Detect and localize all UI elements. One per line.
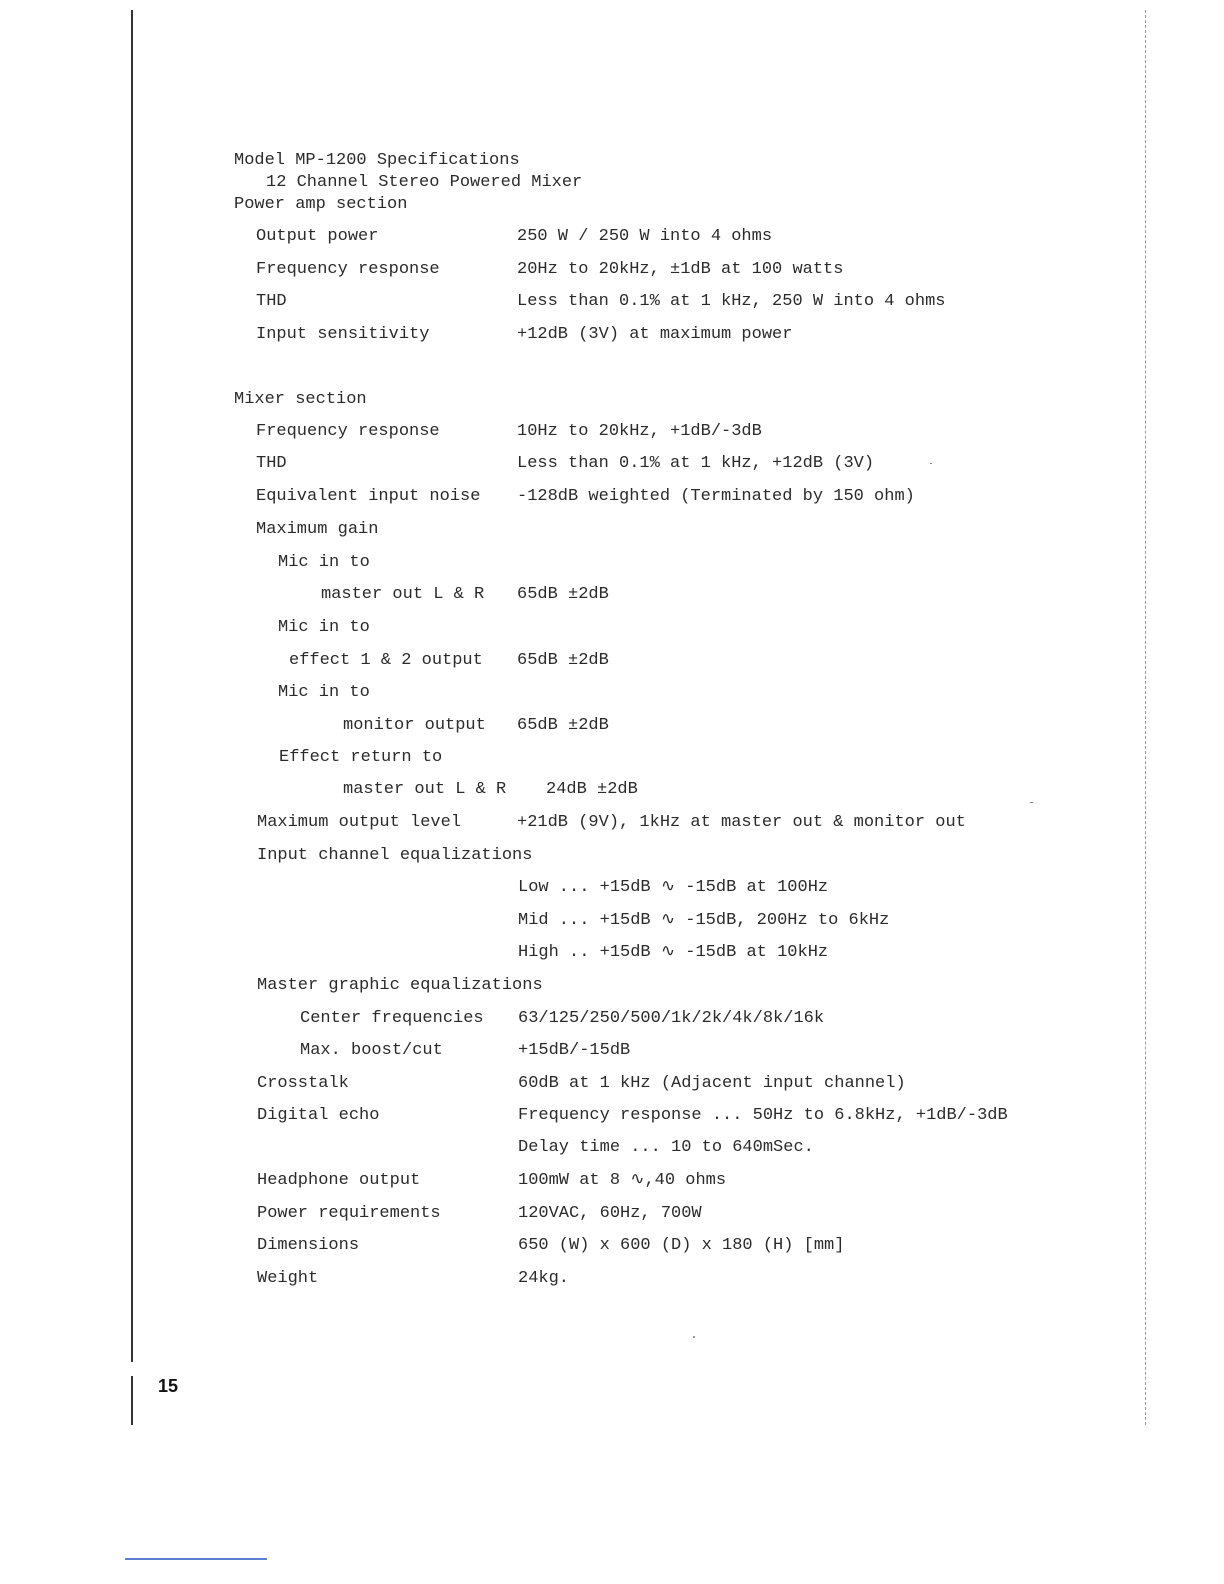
spec-value-max-boost-cut: +15dB/-15dB <box>518 1041 631 1060</box>
spec-value-eq-high: High .. +15dB ∿ -15dB at 10kHz <box>518 943 829 962</box>
spec-value-dimensions: 650 (W) x 600 (D) x 180 (H) [mm] <box>518 1236 845 1255</box>
spec-label-input-sensitivity: Input sensitivity <box>256 325 430 344</box>
spec-value-echo-frequency: Frequency response ... 50Hz to 6.8kHz, +1dB/-3dB <box>518 1106 1008 1125</box>
spec-label-input-eq: Input channel equalizations <box>257 846 533 865</box>
spec-label-equivalent-input-noise: Equivalent input noise <box>256 487 481 506</box>
spec-label-master-out: master out L & R <box>321 585 485 604</box>
scan-speck <box>1030 802 1033 803</box>
power-amp-heading: Power amp section <box>234 195 408 214</box>
spec-sublabel-mic-in-3: Mic in to <box>278 683 370 702</box>
spec-label-effect-output: effect 1 & 2 output <box>289 651 483 670</box>
spec-sublabel-effect-return: Effect return to <box>279 748 443 767</box>
spec-value-headphone-output: 100mW at 8 ∿,40 ohms <box>518 1171 727 1190</box>
spec-value-monitor-output: 65dB ±2dB <box>517 716 609 735</box>
spec-value-echo-delay: Delay time ... 10 to 640mSec. <box>518 1138 814 1157</box>
spec-label-master-geq: Master graphic equalizations <box>257 976 543 995</box>
left-margin-rule <box>131 10 133 1425</box>
spec-sublabel-mic-in-1: Mic in to <box>278 553 370 572</box>
spec-value-crosstalk: 60dB at 1 kHz (Adjacent input channel) <box>518 1074 906 1093</box>
spec-value-weight: 24kg. <box>518 1269 570 1288</box>
spec-value-mixer-frequency: 10Hz to 20kHz, +1dB/-3dB <box>517 422 762 441</box>
spec-label-effect-master-out: master out L & R <box>343 780 507 799</box>
spec-label-digital-echo: Digital echo <box>257 1106 380 1125</box>
spec-label-output-power: Output power <box>256 227 379 246</box>
spec-label-weight: Weight <box>257 1269 319 1288</box>
document-subtitle: 12 Channel Stereo Powered Mixer <box>266 173 583 192</box>
spec-value-effect-output: 65dB ±2dB <box>517 651 609 670</box>
spec-value-eq-low: Low ... +15dB ∿ -15dB at 100Hz <box>518 878 829 897</box>
spec-label-mixer-frequency: Frequency response <box>256 422 440 441</box>
mixer-heading: Mixer section <box>234 390 367 409</box>
spec-value-max-output-level: +21dB (9V), 1kHz at master out & monitor out <box>517 813 966 832</box>
scan-speck <box>693 1336 695 1338</box>
spec-label-headphone-output: Headphone output <box>257 1171 421 1190</box>
spec-label-max-boost-cut: Max. boost/cut <box>300 1041 443 1060</box>
footer-line <box>125 1558 267 1560</box>
spec-value-power-requirements: 120VAC, 60Hz, 700W <box>518 1204 702 1223</box>
spec-label-mixer-thd: THD <box>256 454 287 473</box>
spec-value-frequency-response: 20Hz to 20kHz, ±1dB at 100 watts <box>517 260 844 279</box>
spec-value-input-sensitivity: +12dB (3V) at maximum power <box>517 325 793 344</box>
spec-value-master-out: 65dB ±2dB <box>517 585 609 604</box>
spec-label-dimensions: Dimensions <box>257 1236 360 1255</box>
spec-label-power-requirements: Power requirements <box>257 1204 441 1223</box>
spec-label-max-output-level: Maximum output level <box>257 813 462 832</box>
spec-label-frequency-response: Frequency response <box>256 260 440 279</box>
spec-label-maximum-gain: Maximum gain <box>256 520 379 539</box>
spec-label-monitor-output: monitor output <box>343 716 486 735</box>
spec-value-eq-mid: Mid ... +15dB ∿ -15dB, 200Hz to 6kHz <box>518 911 890 930</box>
spec-value-mixer-thd: Less than 0.1% at 1 kHz, +12dB (3V) <box>517 454 875 473</box>
spec-value-thd: Less than 0.1% at 1 kHz, 250 W into 4 ohms <box>517 292 946 311</box>
spec-value-output-power: 250 W / 250 W into 4 ohms <box>517 227 773 246</box>
spec-value-center-frequencies: 63/125/250/500/1k/2k/4k/8k/16k <box>518 1009 825 1028</box>
document-title: Model MP-1200 Specifications <box>234 151 520 170</box>
right-margin-rule <box>1145 10 1146 1425</box>
spec-label-center-frequencies: Center frequencies <box>300 1009 484 1028</box>
page-number: 15 <box>158 1376 179 1396</box>
spec-label-thd: THD <box>256 292 287 311</box>
spec-value-effect-master-out: 24dB ±2dB <box>546 780 638 799</box>
scan-speck <box>930 463 932 464</box>
left-rule-gap <box>129 1362 133 1376</box>
spec-sublabel-mic-in-2: Mic in to <box>278 618 370 637</box>
spec-value-equivalent-input-noise: -128dB weighted (Terminated by 150 ohm) <box>517 487 915 506</box>
spec-label-crosstalk: Crosstalk <box>257 1074 349 1093</box>
